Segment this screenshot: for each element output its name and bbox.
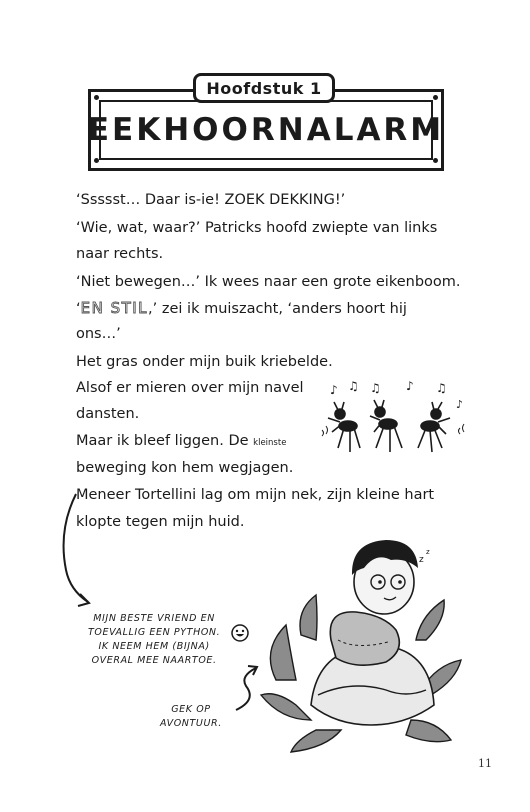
note-line: IK NEEM HEM (BIJNA) (98, 641, 210, 652)
boy-with-python-illustration (256, 530, 466, 755)
nail-icon (94, 95, 99, 100)
python-note (88, 612, 220, 668)
body-line: naar rechts. (76, 246, 164, 262)
body-line: ‘Wie, wat, waar?’ Patricks hoofd zwiepte van links (76, 220, 438, 236)
body-line: Meneer Tortellini lag om mijn nek, zijn kleine hart (76, 487, 435, 503)
adventure-note (160, 703, 222, 731)
ant-icon (328, 402, 360, 452)
svg-text:♪: ♪ (406, 379, 414, 393)
svg-text:z: z (426, 548, 430, 556)
small-word: kleinste (253, 438, 287, 448)
svg-text:♪: ♪ (456, 398, 464, 411)
body-line (76, 431, 286, 453)
body-line (76, 298, 407, 319)
quote-mark: ‘ (76, 301, 81, 317)
body-line: Alsof er mieren over mijn navel (76, 380, 304, 396)
svg-text:♫: ♫ (436, 381, 447, 395)
chapter-title: EEKHOORNALARM (87, 112, 445, 148)
note-line: AVONTUUR. (160, 718, 222, 729)
svg-text:♫: ♫ (370, 381, 381, 395)
outlined-words: EN STIL (80, 299, 149, 317)
smiley-face-icon (230, 623, 250, 643)
body-line: dansten. (76, 406, 140, 422)
nail-icon (433, 95, 438, 100)
body-line-start: Maar ik bleef liggen. De (76, 433, 254, 449)
chapter-title-frame-inner (87, 100, 445, 160)
note-line: MIJN BESTE VRIEND EN (93, 613, 215, 624)
note-line: GEK OP (171, 704, 211, 715)
nail-icon (94, 158, 99, 163)
chapter-label: Hoofdstuk 1 (193, 73, 335, 103)
python-snake (330, 612, 399, 665)
music-notes-icon (330, 379, 463, 411)
ant-icon (370, 400, 402, 452)
body-line: klopte tegen mijn huid. (76, 514, 245, 530)
note-line: TOEVALLIG EEN PYTHON. (88, 627, 221, 638)
ant-icon (418, 402, 450, 452)
body-line: ‘Ssssst… Daar is-ie! ZOEK DEKKING!’ (76, 192, 346, 208)
body-line-rest: ,’ zei ik muiszacht, ‘anders hoort hij (148, 301, 407, 317)
note-line: OVERAL MEE NAARTOE. (91, 655, 217, 666)
nail-icon (433, 158, 438, 163)
svg-text:♫: ♫ (348, 379, 359, 393)
arrow-up-icon (232, 660, 272, 720)
arrow-to-python-icon (58, 490, 98, 610)
body-line: beweging kon hem wegjagen. (76, 460, 294, 476)
svg-text:♪: ♪ (330, 383, 338, 397)
body-line: ‘Niet bewegen…’ Ik wees naar een grote eikenboom. (76, 274, 461, 290)
body-line: ons…’ (76, 326, 121, 342)
sleep-z-icon: z (419, 555, 424, 565)
dancing-ants-illustration (318, 378, 468, 460)
body-line: Het gras onder mijn buik kriebelde. (76, 354, 333, 370)
page-number: 11 (478, 757, 492, 770)
